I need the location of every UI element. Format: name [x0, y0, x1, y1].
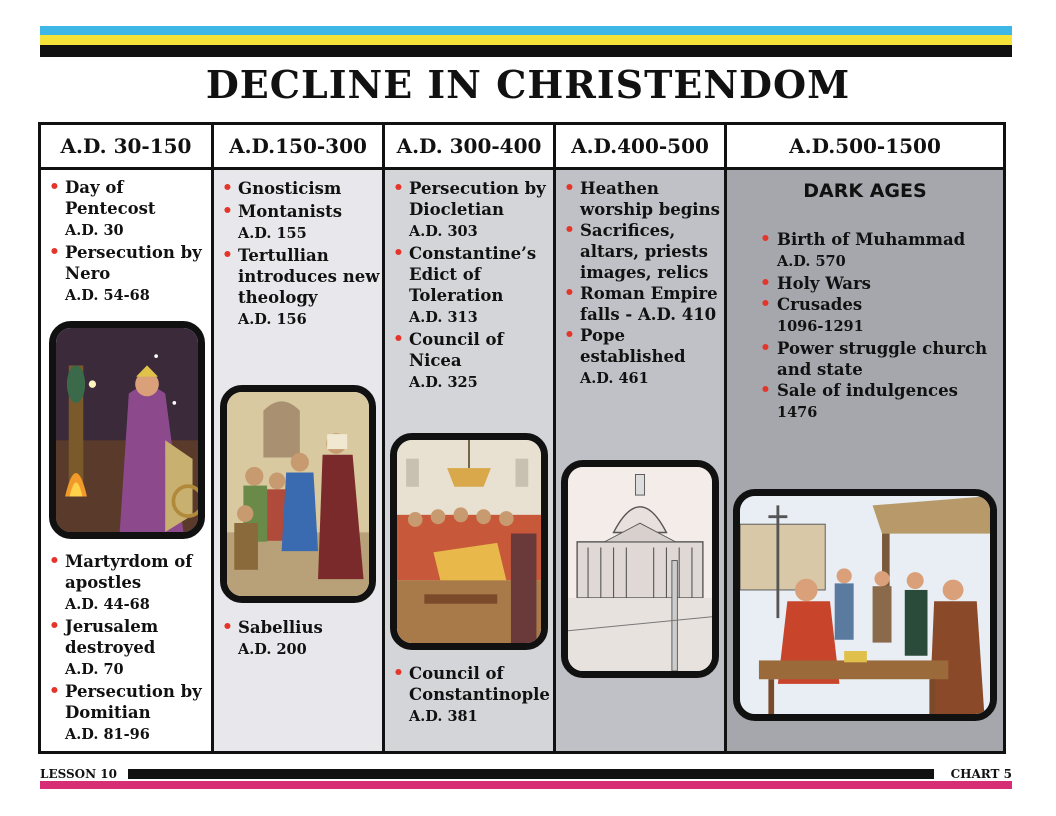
event-list	[556, 178, 724, 390]
bullet-icon: •	[49, 242, 60, 262]
dark-ages-heading: DARK AGES	[803, 180, 927, 202]
bullet-icon: •	[222, 617, 233, 637]
list-item: • Martyrdom of apostles A.D. 44-68	[49, 551, 193, 613]
list-item: • Montanists A.D. 155	[222, 201, 343, 242]
list-item: • Crusades 1096-1291	[760, 294, 864, 335]
bullet-icon: •	[49, 616, 60, 636]
bullet-icon: •	[222, 245, 233, 265]
list-item: • Persecution by Nero A.D. 54-68	[49, 242, 202, 304]
illustration-council-of-nicea	[390, 433, 548, 650]
list-item: • Holy Wars	[760, 273, 871, 293]
list-item: • Council of Nicea A.D. 325	[393, 329, 504, 391]
event-list	[214, 178, 382, 331]
column-150-300	[214, 125, 385, 751]
column-header: A.D.150-300	[214, 125, 382, 170]
illustration-early-church-gathering	[220, 385, 376, 603]
event-list	[385, 178, 553, 394]
list-item: • Roman Empire falls - A.D. 410	[564, 283, 718, 324]
list-item: • Jerusalem destroyed A.D. 70	[49, 616, 159, 678]
bullet-icon: •	[564, 220, 575, 240]
column-header: A.D.500-1500	[727, 125, 1003, 170]
list-item: • Heathen worship begins	[564, 178, 720, 219]
bullet-icon: •	[760, 229, 771, 249]
chart-title: DECLINE IN CHRISTENDOM	[205, 62, 851, 107]
list-item: • Sale of indulgences 1476	[760, 380, 958, 421]
footer-bar	[128, 769, 934, 779]
column-header: A.D. 300-400	[385, 125, 553, 170]
event-list	[214, 617, 382, 661]
top-stripe-black	[40, 45, 1012, 57]
column-300-400	[385, 125, 556, 751]
list-item: • Power struggle church and state	[760, 338, 988, 379]
bullet-icon: •	[760, 338, 771, 358]
bullet-icon: •	[222, 178, 233, 198]
list-item: • Persecution by Diocletian A.D. 303	[393, 178, 546, 240]
bullet-icon: •	[222, 201, 233, 221]
event-list	[727, 229, 1003, 424]
chart-number-label: CHART 5	[950, 767, 1012, 781]
list-item: • Sacrifices, altars, priests images, relics	[564, 220, 709, 282]
illustration-st-peters-basilica	[561, 460, 719, 678]
top-stripe-yellow	[40, 35, 1012, 45]
column-header: A.D.400-500	[556, 125, 724, 170]
bullet-icon: •	[564, 325, 575, 345]
list-item: • Tertullian introduces new theology A.D. 156	[222, 245, 380, 328]
list-item: • Day of Pentecost A.D. 30	[49, 177, 156, 239]
bullet-icon: •	[393, 663, 404, 683]
bullet-icon: •	[49, 551, 60, 571]
bullet-icon: •	[564, 283, 575, 303]
bullet-icon: •	[760, 273, 771, 293]
list-item: • Sabellius A.D. 200	[222, 617, 323, 658]
list-item: • Constantine’s Edict of Toleration A.D. 313	[393, 243, 537, 326]
bullet-icon: •	[393, 329, 404, 349]
column-500-1500	[727, 125, 1003, 751]
event-list	[385, 663, 553, 728]
bullet-icon: •	[393, 243, 404, 263]
bullet-icon: •	[49, 681, 60, 701]
event-list	[41, 551, 211, 746]
top-stripe-cyan	[40, 26, 1012, 35]
illustration-sale-of-indulgences	[733, 489, 997, 721]
list-item: • Gnosticism	[222, 178, 342, 198]
bullet-icon: •	[760, 380, 771, 400]
list-item: • Persecution by Domitian A.D. 81-96	[49, 681, 202, 743]
column-30-150	[41, 125, 214, 751]
bullet-icon: •	[760, 294, 771, 314]
list-item: • Council of Constantinople A.D. 381	[393, 663, 550, 725]
event-list	[41, 177, 211, 307]
bottom-stripe-pink	[40, 781, 1012, 789]
timeline-table	[38, 122, 1006, 754]
lesson-label: LESSON 10	[40, 767, 117, 781]
bullet-icon: •	[564, 178, 575, 198]
column-400-500	[556, 125, 727, 751]
list-item: • Pope established A.D. 461	[564, 325, 686, 387]
illustration-nero-persecution	[49, 321, 205, 539]
column-header: A.D. 30-150	[41, 125, 211, 170]
list-item: • Birth of Muhammad A.D. 570	[760, 229, 966, 270]
bullet-icon: •	[393, 178, 404, 198]
bullet-icon: •	[49, 177, 60, 197]
